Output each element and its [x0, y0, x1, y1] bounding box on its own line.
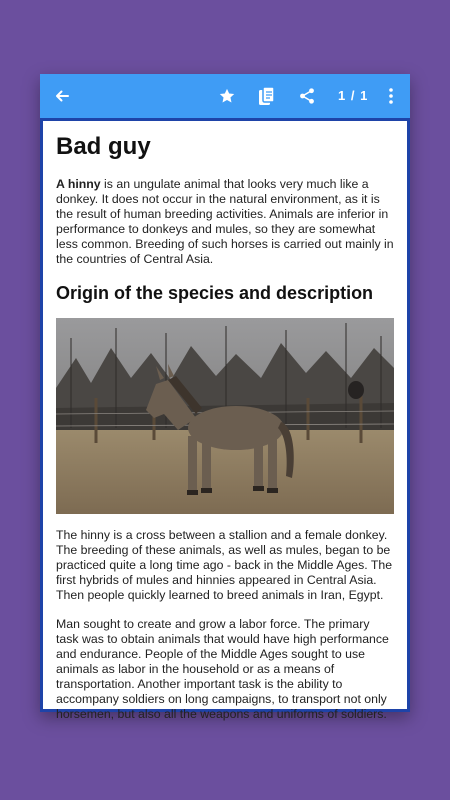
reader-window	[40, 74, 410, 721]
article-content[interactable]	[43, 121, 407, 721]
intro-text: is an ungulate animal that looks very much like a donkey. It does not occur in the natural environment, as it is the result of human breeding activities. Animals are inferior in performance to donkeys and mules, so they are somewhat less common. Breeding of such horses is carried out mainly in the countries of Central Asia.	[56, 177, 394, 266]
toolbar	[40, 74, 410, 118]
share-icon	[298, 87, 316, 105]
hinny-photo	[56, 318, 394, 514]
more-vert-icon	[389, 88, 393, 104]
paragraph-2: Man sought to create and grow a labor force. The primary task was to obtain animals that would have high performance and endurance. People of the Middle Ages sought to use animals as labor in the household or as a means of transportation. Another important task is the ability to accompany soldiers on long campaigns, to transport not only horsemen, but also all the weapons and uniforms of soldiers.	[56, 617, 389, 721]
paragraph-1: The hinny is a cross between a stallion and a female donkey. The breeding of these animals, as well as mules, began to be practiced quite a long time ago - back in the Middle Ages. The first hybrids of mules and hinnies appeared in Central Asia. Then people quickly learned to breed animals in Iran, Egypt.	[56, 528, 393, 602]
star-icon	[218, 87, 236, 105]
share-button[interactable]	[294, 74, 320, 118]
copy-icon	[258, 86, 276, 106]
intro-bold-term: A hinny	[56, 177, 101, 191]
article-title: Bad guy	[56, 133, 151, 160]
more-options-button[interactable]	[384, 74, 398, 118]
intro-paragraph	[56, 177, 394, 267]
page-indicator: 1 / 1	[338, 88, 369, 103]
arrow-left-icon	[54, 88, 70, 104]
copy-button[interactable]	[254, 74, 280, 118]
favorite-button[interactable]	[214, 74, 240, 118]
back-button[interactable]	[48, 74, 76, 118]
section-heading: Origin of the species and description	[56, 283, 374, 303]
